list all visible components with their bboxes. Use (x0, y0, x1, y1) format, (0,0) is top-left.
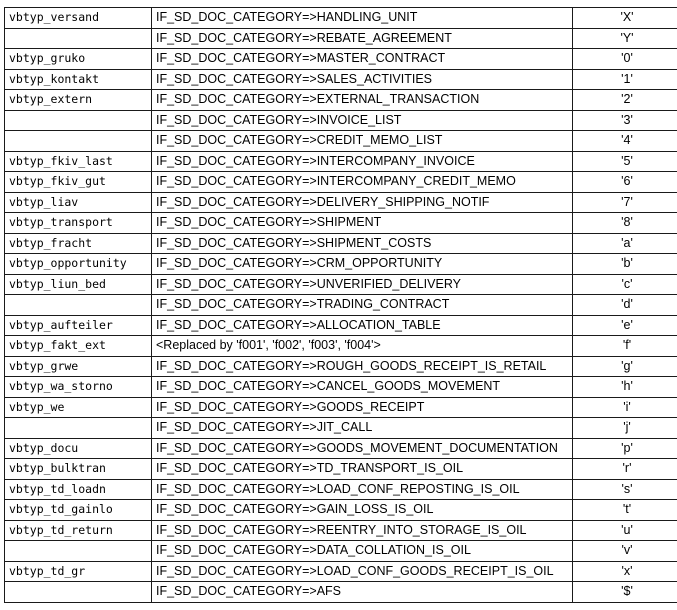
code-value-cell: 'c' (573, 274, 677, 295)
table-row (5, 336, 677, 357)
code-value-cell: 'i' (573, 397, 677, 418)
table-row (5, 377, 677, 398)
vbtyp-name-cell (5, 131, 152, 152)
code-value-cell: '2' (573, 90, 677, 111)
doc-category-cell: IF_SD_DOC_CATEGORY=>REENTRY_INTO_STORAGE_IS_OIL (152, 520, 573, 541)
vbtyp-name-cell: vbtyp_liun_bed (5, 274, 152, 295)
table-row (5, 254, 677, 275)
table-row (5, 151, 677, 172)
vbtyp-name-cell: vbtyp_td_gainlo (5, 500, 152, 521)
vbtyp-name-cell: vbtyp_td_loadn (5, 479, 152, 500)
vbtyp-name-cell: vbtyp_aufteiler (5, 315, 152, 336)
vbtyp-name-cell (5, 541, 152, 562)
code-value-cell: '3' (573, 110, 677, 131)
table-row (5, 500, 677, 521)
table-row (5, 315, 677, 336)
vbtyp-name-cell: vbtyp_td_return (5, 520, 152, 541)
code-value-cell: '4' (573, 131, 677, 152)
table-row (5, 28, 677, 49)
code-value-cell: '1' (573, 69, 677, 90)
table-row (5, 69, 677, 90)
doc-category-cell: IF_SD_DOC_CATEGORY=>SHIPMENT_COSTS (152, 233, 573, 254)
table-row (5, 233, 677, 254)
doc-category-cell: IF_SD_DOC_CATEGORY=>EXTERNAL_TRANSACTION (152, 90, 573, 111)
vbtyp-name-cell: vbtyp_fakt_ext (5, 336, 152, 357)
doc-category-cell: IF_SD_DOC_CATEGORY=>MASTER_CONTRACT (152, 49, 573, 70)
doc-category-cell: IF_SD_DOC_CATEGORY=>DELIVERY_SHIPPING_NOTIF (152, 192, 573, 213)
code-value-cell: '$' (573, 582, 677, 603)
doc-category-cell: IF_SD_DOC_CATEGORY=>INTERCOMPANY_CREDIT_MEMO (152, 172, 573, 193)
doc-category-cell: IF_SD_DOC_CATEGORY=>LOAD_CONF_REPOSTING_IS_OIL (152, 479, 573, 500)
code-value-cell: 'g' (573, 356, 677, 377)
vbtyp-name-cell: vbtyp_fracht (5, 233, 152, 254)
table-row (5, 418, 677, 439)
doc-category-cell: IF_SD_DOC_CATEGORY=>SALES_ACTIVITIES (152, 69, 573, 90)
mapping-table-body (5, 8, 677, 603)
vbtyp-name-cell (5, 110, 152, 131)
vbtyp-name-cell: vbtyp_extern (5, 90, 152, 111)
code-value-cell: 'p' (573, 438, 677, 459)
code-value-cell: 'f' (573, 336, 677, 357)
table-row (5, 520, 677, 541)
doc-category-cell: IF_SD_DOC_CATEGORY=>SHIPMENT (152, 213, 573, 234)
doc-category-cell: <Replaced by 'f001', 'f002', 'f003', 'f004'> (152, 336, 573, 357)
doc-category-cell: IF_SD_DOC_CATEGORY=>TRADING_CONTRACT (152, 295, 573, 316)
doc-category-cell: IF_SD_DOC_CATEGORY=>ROUGH_GOODS_RECEIPT_IS_RETAIL (152, 356, 573, 377)
doc-category-cell: IF_SD_DOC_CATEGORY=>ALLOCATION_TABLE (152, 315, 573, 336)
table-row (5, 90, 677, 111)
table-row (5, 192, 677, 213)
vbtyp-name-cell: vbtyp_we (5, 397, 152, 418)
doc-category-cell: IF_SD_DOC_CATEGORY=>REBATE_AGREEMENT (152, 28, 573, 49)
code-value-cell: 'Y' (573, 28, 677, 49)
doc-category-cell: IF_SD_DOC_CATEGORY=>HANDLING_UNIT (152, 8, 573, 29)
table-row (5, 8, 677, 29)
vbtyp-name-cell (5, 295, 152, 316)
doc-category-cell: IF_SD_DOC_CATEGORY=>CRM_OPPORTUNITY (152, 254, 573, 275)
vbtyp-name-cell: vbtyp_gruko (5, 49, 152, 70)
vbtyp-name-cell: vbtyp_versand (5, 8, 152, 29)
doc-category-cell: IF_SD_DOC_CATEGORY=>GOODS_MOVEMENT_DOCUMENTATION (152, 438, 573, 459)
table-row (5, 110, 677, 131)
table-row (5, 295, 677, 316)
table-row (5, 582, 677, 603)
doc-category-cell: IF_SD_DOC_CATEGORY=>LOAD_CONF_GOODS_RECEIPT_IS_OIL (152, 561, 573, 582)
code-value-cell: '6' (573, 172, 677, 193)
vbtyp-name-cell (5, 582, 152, 603)
code-value-cell: 'r' (573, 459, 677, 480)
vbtyp-name-cell: vbtyp_transport (5, 213, 152, 234)
table-row (5, 479, 677, 500)
code-value-cell: 'a' (573, 233, 677, 254)
vbtyp-name-cell: vbtyp_wa_storno (5, 377, 152, 398)
table-row (5, 541, 677, 562)
vbtyp-name-cell: vbtyp_liav (5, 192, 152, 213)
code-value-cell: 'X' (573, 8, 677, 29)
doc-category-cell: IF_SD_DOC_CATEGORY=>JIT_CALL (152, 418, 573, 439)
vbtyp-name-cell (5, 28, 152, 49)
code-value-cell: 't' (573, 500, 677, 521)
vbtyp-name-cell: vbtyp_fkiv_gut (5, 172, 152, 193)
code-value-cell: '5' (573, 151, 677, 172)
mapping-table (4, 7, 677, 603)
vbtyp-name-cell: vbtyp_opportunity (5, 254, 152, 275)
vbtyp-name-cell: vbtyp_fkiv_last (5, 151, 152, 172)
table-row (5, 561, 677, 582)
table-row (5, 356, 677, 377)
code-value-cell: 'v' (573, 541, 677, 562)
doc-category-cell: IF_SD_DOC_CATEGORY=>AFS (152, 582, 573, 603)
table-row (5, 131, 677, 152)
code-value-cell: 'j' (573, 418, 677, 439)
table-row (5, 438, 677, 459)
code-value-cell: 'x' (573, 561, 677, 582)
table-row (5, 172, 677, 193)
vbtyp-name-cell: vbtyp_td_gr (5, 561, 152, 582)
doc-category-cell: IF_SD_DOC_CATEGORY=>INVOICE_LIST (152, 110, 573, 131)
code-value-cell: '7' (573, 192, 677, 213)
doc-category-cell: IF_SD_DOC_CATEGORY=>GOODS_RECEIPT (152, 397, 573, 418)
vbtyp-name-cell: vbtyp_docu (5, 438, 152, 459)
table-row (5, 274, 677, 295)
vbtyp-name-cell: vbtyp_bulktran (5, 459, 152, 480)
table-row (5, 213, 677, 234)
doc-category-cell: IF_SD_DOC_CATEGORY=>UNVERIFIED_DELIVERY (152, 274, 573, 295)
doc-category-cell: IF_SD_DOC_CATEGORY=>CANCEL_GOODS_MOVEMENT (152, 377, 573, 398)
code-value-cell: '0' (573, 49, 677, 70)
code-value-cell: 'e' (573, 315, 677, 336)
doc-category-cell: IF_SD_DOC_CATEGORY=>CREDIT_MEMO_LIST (152, 131, 573, 152)
doc-category-cell: IF_SD_DOC_CATEGORY=>GAIN_LOSS_IS_OIL (152, 500, 573, 521)
code-value-cell: 'd' (573, 295, 677, 316)
code-value-cell: 'h' (573, 377, 677, 398)
doc-category-cell: IF_SD_DOC_CATEGORY=>INTERCOMPANY_INVOICE (152, 151, 573, 172)
vbtyp-name-cell: vbtyp_kontakt (5, 69, 152, 90)
table-row (5, 459, 677, 480)
doc-category-cell: IF_SD_DOC_CATEGORY=>DATA_COLLATION_IS_OIL (152, 541, 573, 562)
doc-category-cell: IF_SD_DOC_CATEGORY=>TD_TRANSPORT_IS_OIL (152, 459, 573, 480)
code-value-cell: 'u' (573, 520, 677, 541)
table-row (5, 397, 677, 418)
table-row (5, 49, 677, 70)
vbtyp-name-cell: vbtyp_grwe (5, 356, 152, 377)
code-value-cell: '8' (573, 213, 677, 234)
code-value-cell: 'b' (573, 254, 677, 275)
vbtyp-name-cell (5, 418, 152, 439)
code-value-cell: 's' (573, 479, 677, 500)
